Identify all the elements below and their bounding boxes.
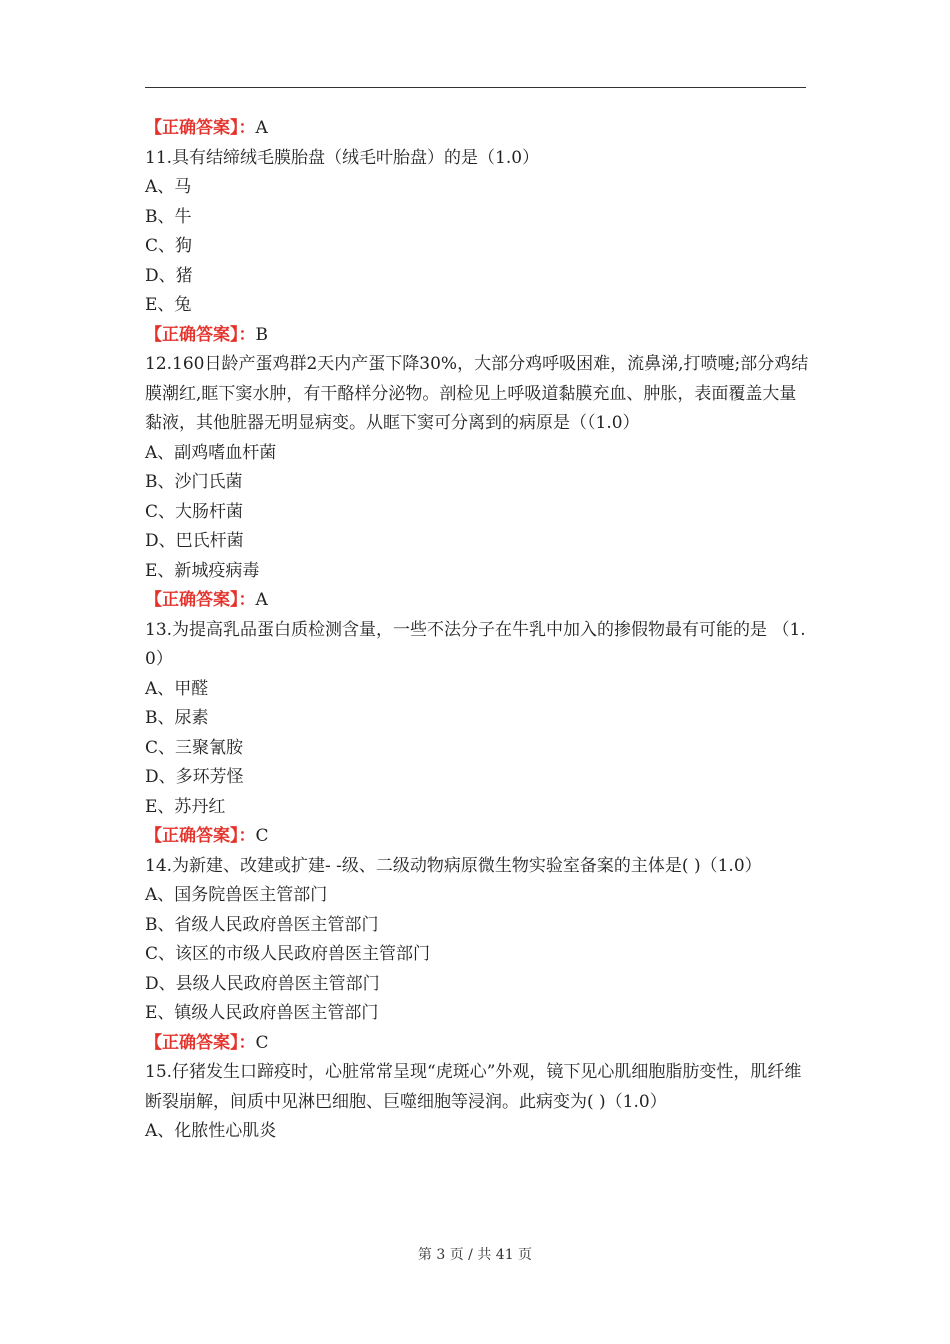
question-text: 14.为新建、改建或扩建- -级、二级动物病原微生物实验室备案的主体是( )（1.0） [145, 855, 762, 876]
answer-line [145, 822, 810, 852]
answer-colon: ： [238, 590, 256, 610]
option: A、马 [145, 177, 192, 197]
page-content [145, 114, 810, 1147]
answer-value: A [255, 590, 268, 610]
option: C、该区的市级人民政府兽医主管部门 [145, 944, 431, 964]
option: B、省级人民政府兽医主管部门 [145, 914, 379, 935]
option: E、新城疫病毒 [145, 560, 260, 581]
option: E、兔 [145, 295, 192, 315]
option: D、县级人民政府兽医主管部门 [145, 973, 380, 994]
answer-colon: ： [238, 118, 256, 138]
question-text: 13.为提高乳品蛋白质检测含量，一些不法分子在牛乳中加入的掺假物最有可能的是 （1.0） [145, 619, 806, 669]
answer-value: C [255, 1032, 269, 1053]
answer-colon: ： [238, 324, 256, 345]
option: B、尿素 [145, 708, 209, 728]
answer-line [145, 114, 810, 144]
answer-label: 【正确答案】 [145, 590, 239, 610]
answer-value: C [255, 826, 269, 846]
option: A、国务院兽医主管部门 [145, 885, 328, 905]
answer-label: 【正确答案】 [145, 118, 239, 138]
option: C、狗 [145, 236, 193, 256]
question-text: 11.具有结缔绒毛膜胎盘（绒毛叶胎盘）的是（1.0） [145, 147, 540, 168]
answer-line [145, 1029, 810, 1059]
option: C、大肠杆菌 [145, 501, 244, 522]
option: A、甲醛 [145, 678, 209, 699]
option: A、化脓性心肌炎 [145, 1121, 277, 1141]
option: D、猪 [145, 265, 193, 286]
option: A、副鸡嗜血杆菌 [145, 442, 277, 463]
answer-line [145, 321, 810, 351]
option: D、巴氏杆菌 [145, 531, 244, 551]
answer-colon: ： [238, 826, 256, 846]
option: E、镇级人民政府兽医主管部门 [145, 1003, 379, 1023]
answer-label: 【正确答案】 [145, 1032, 239, 1053]
answer-label: 【正确答案】 [145, 826, 239, 846]
question-text: 12.160日龄产蛋鸡群2天内产蛋下降30%，大部分鸡呼吸困难，流鼻涕,打喷嚏;部分鸡结膜潮红,眶下窦水肿，有干酪样分泌物。剖检见上呼吸道黏膜充血、肿胀，表面覆盖大量黏液，其他脏器无明显病变。从眶下窦可分离到的病原是（（1.0） [145, 354, 809, 433]
answer-value: B [255, 324, 268, 345]
answer-colon: ： [238, 1032, 256, 1053]
answer-value: A [255, 118, 268, 138]
option: B、牛 [145, 206, 192, 227]
answer-label: 【正确答案】 [145, 324, 239, 345]
page-footer: 第 3 页 / 共 41 页 [417, 1247, 533, 1263]
option: D、多环芳怪 [145, 767, 244, 787]
question-text: 15.仔猪发生口蹄疫时，心脏常常呈现“虎斑心”外观，镜下见心肌细胞脂肪变性，肌纤维断裂崩解，间质中见淋巴细胞、巨噬细胞等浸润。此病变为( )（1.0） [145, 1062, 802, 1112]
header-rule [145, 87, 806, 88]
option: E、苏丹红 [145, 796, 226, 817]
option: B、沙门氏菌 [145, 472, 243, 492]
option: C、三聚氰胺 [145, 737, 244, 758]
answer-line [145, 586, 810, 616]
